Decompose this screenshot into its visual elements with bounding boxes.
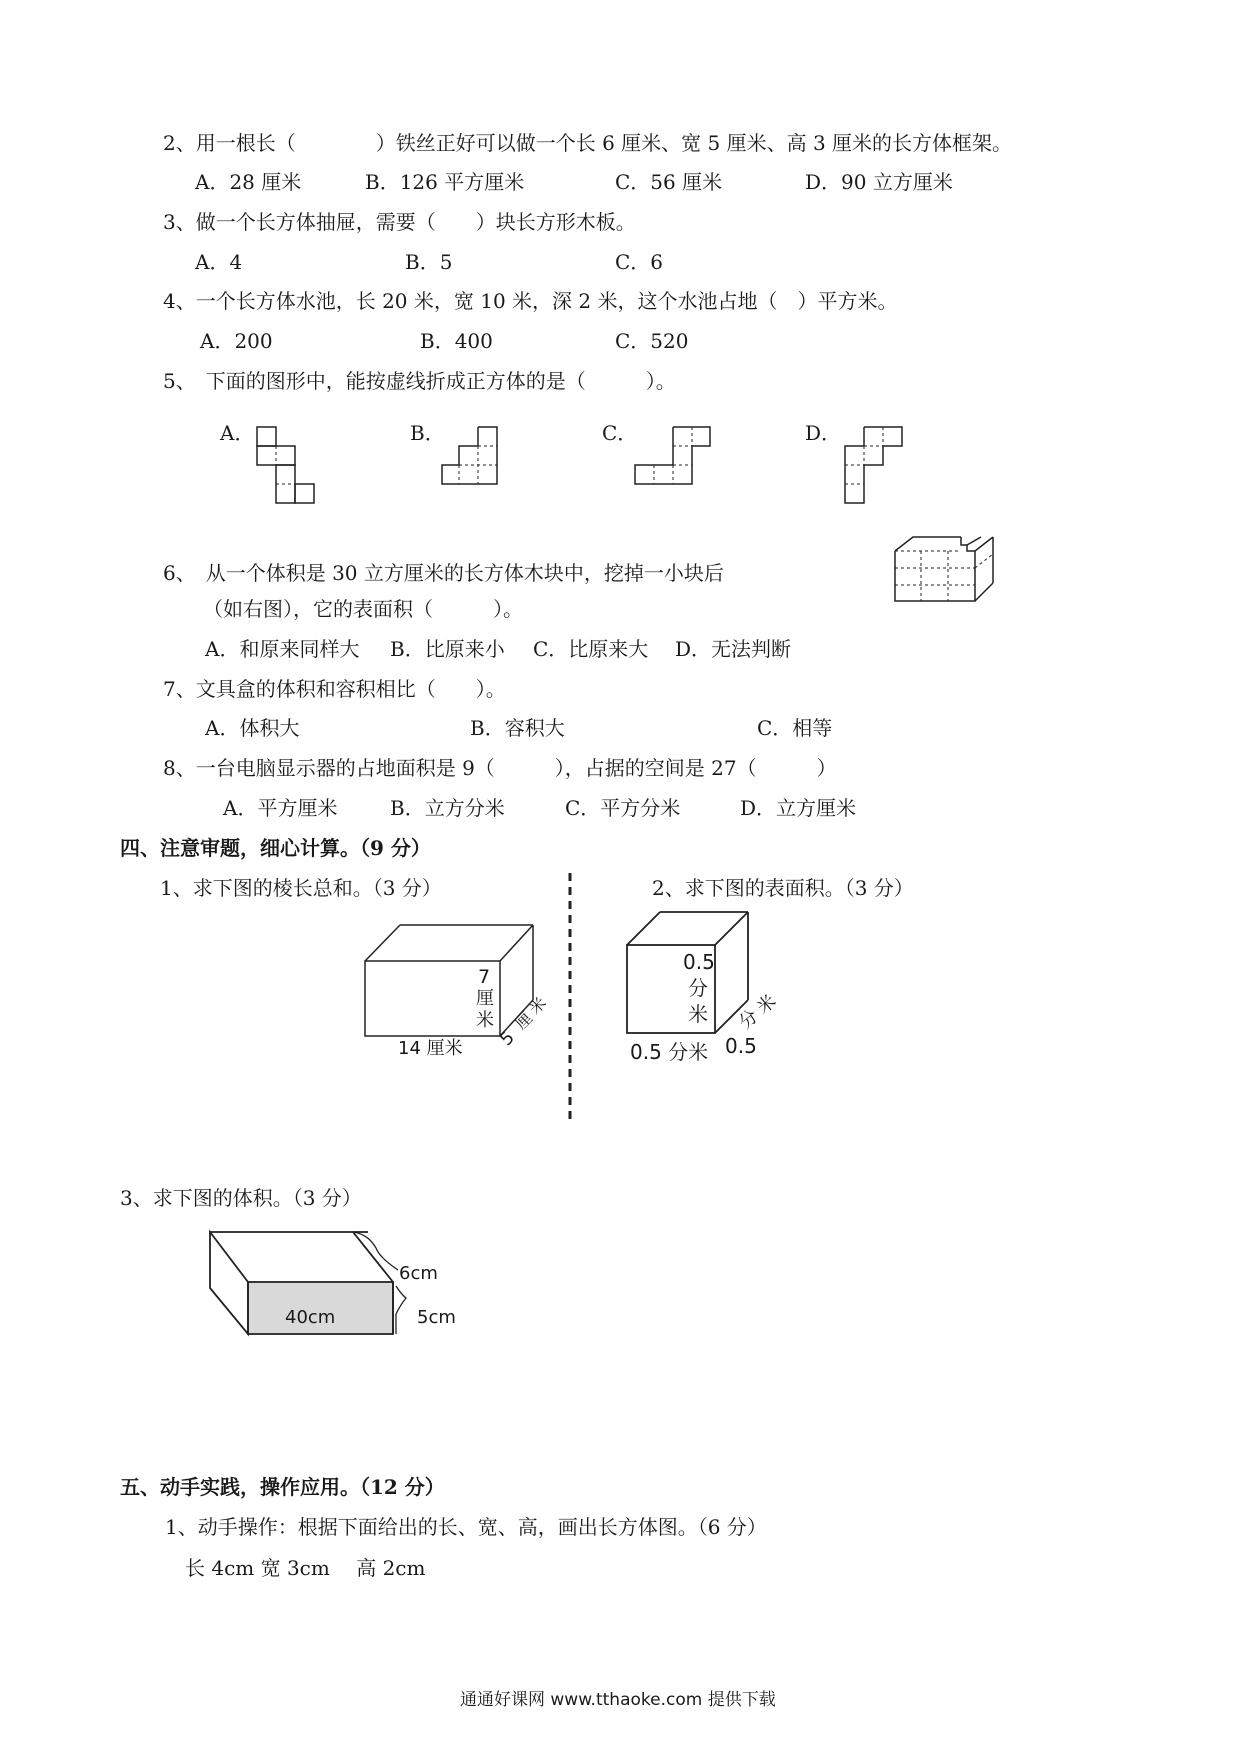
net-d-figure (843, 425, 908, 505)
section-4-title: 四、注意审题，细心计算。（9 分） (120, 836, 431, 860)
cuboid-width-number: 5 (495, 1027, 519, 1051)
section-5-q1: 1、动手操作：根据下面给出的长、宽、高，画出长方体图。（6 分） (165, 1515, 767, 1539)
q7-option-a: A．体积大 (205, 716, 300, 740)
q6-option-d: D．无法判断 (675, 637, 792, 661)
q4-option-b: B．400 (420, 329, 493, 353)
section-4-q1: 1、求下图的棱长总和。（3 分） (160, 876, 442, 900)
section-5-title: 五、动手实践，操作应用。（12 分） (120, 1475, 445, 1499)
q2-option-d: D．90 立方厘米 (805, 170, 953, 194)
question-6-line2: （如右图），它的表面积（ ）。 (203, 597, 523, 621)
question-3: 3、做一个长方体抽屉，需要（ ）块长方形木板。 (163, 210, 636, 234)
cube-bottom-label: 0.5 分米 (630, 1040, 709, 1064)
cube-side-number: 0.5 (725, 1034, 757, 1058)
q2-option-a: A．28 厘米 (195, 170, 302, 194)
box-depth-label: 6cm (399, 1263, 438, 1284)
cuboid-height-unit-1: 厘 (476, 988, 494, 1009)
box-length-label: 40cm (285, 1307, 336, 1328)
cuboid-height-unit-2: 米 (476, 1010, 494, 1031)
q5-label-b: B． (410, 421, 445, 445)
question-6-line1: 6、 从一个体积是 30 立方厘米的长方体木块中，挖掉一小块后 (163, 561, 724, 585)
cube-front-unit-1: 分 (688, 976, 708, 1000)
cuboid-length-label: 14 厘米 (398, 1038, 463, 1059)
q3-option-c: C．6 (615, 250, 664, 274)
q5-label-a: A． (220, 421, 255, 445)
question-8: 8、一台电脑显示器的占地面积是 9（ ），占据的空间是 27（ ） (163, 756, 837, 780)
q5-label-d: D． (805, 421, 842, 445)
q6-option-a: A．和原来同样大 (205, 637, 360, 661)
section-divider (567, 873, 573, 1123)
cuboid-width-unit-1: 厘 (511, 1008, 537, 1034)
cuboid-width-unit-2: 米 (525, 993, 551, 1019)
q2-option-b: B．126 平方厘米 (365, 170, 525, 194)
section-4-q3: 3、求下图的体积。（3 分） (120, 1186, 362, 1210)
q3-option-b: B．5 (405, 250, 453, 274)
section-5-dims: 长 4cm 宽 3cm 高 2cm (185, 1556, 426, 1580)
cuboid-height-number: 7 (478, 966, 491, 988)
box-height-label: 5cm (417, 1307, 456, 1328)
footer-text: 通通好课网 www.tthaoke.com 提供下载 (460, 1690, 776, 1710)
q6-option-b: B．比原来小 (390, 637, 505, 661)
q4-option-a: A．200 (200, 329, 273, 353)
question-4: 4、一个长方体水池，长 20 米，宽 10 米，深 2 米，这个水池占地（ ）平方米。 (163, 289, 898, 313)
cube-front-number: 0.5 (683, 950, 715, 974)
q8-option-b: B．立方分米 (390, 796, 505, 820)
carved-block-figure (893, 535, 997, 605)
q8-option-d: D．立方厘米 (740, 796, 857, 820)
q8-option-a: A．平方厘米 (223, 796, 338, 820)
q4-option-c: C．520 (615, 329, 689, 353)
net-b-figure (440, 425, 510, 487)
q7-option-b: B．容积大 (470, 716, 565, 740)
net-c-figure (633, 425, 713, 487)
question-2: 2、用一根长（ ）铁丝正好可以做一个长 6 厘米、宽 5 厘米、高 3 厘米的长方体框架。 (163, 131, 1013, 155)
q3-option-a: A．4 (195, 250, 243, 274)
q7-option-c: C．相等 (757, 716, 833, 740)
net-a-figure (255, 425, 325, 505)
cube-front-unit-2: 米 (688, 1002, 708, 1026)
cube-side-unit-1: 分 (735, 1005, 763, 1034)
cube-side-unit-2: 米 (753, 990, 781, 1019)
q2-option-c: C．56 厘米 (615, 170, 723, 194)
section-4-q2: 2、求下图的表面积。（3 分） (652, 876, 914, 900)
question-5: 5、 下面的图形中，能按虚线折成正方体的是（ ）。 (163, 369, 676, 393)
question-7: 7、文具盒的体积和容积相比（ ）。 (163, 677, 506, 701)
q5-label-c: C． (602, 421, 638, 445)
q6-option-c: C．比原来大 (533, 637, 649, 661)
q8-option-c: C．平方分米 (565, 796, 681, 820)
box-volume-figure (208, 1230, 408, 1350)
